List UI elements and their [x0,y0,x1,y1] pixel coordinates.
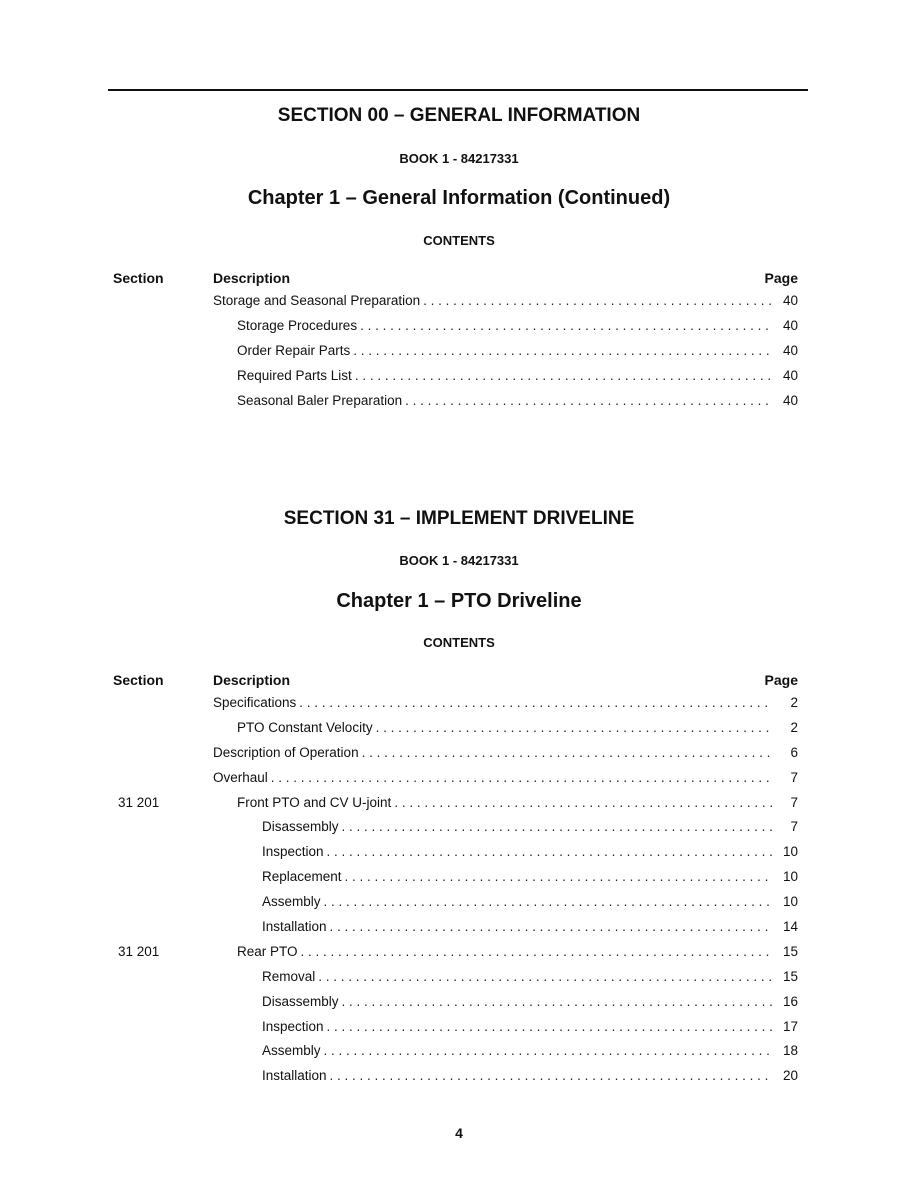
toc-entry-label: Installation [262,919,327,935]
toc-entry [0,941,918,966]
toc-entry-label: Description of Operation [213,744,359,760]
toc-entry-label: Assembly [262,894,321,910]
description-column-header: Description [213,270,291,286]
dot-leader [330,1068,772,1083]
toc-entry-line [262,969,798,984]
description-column-header: Description [213,672,291,688]
dot-leader [405,393,772,408]
contents-label: CONTENTS [423,635,495,650]
toc-entry-page: 15 [782,943,798,959]
toc-entry [0,792,918,817]
dot-leader [299,695,772,710]
toc-entry-label: Storage and Seasonal Preparation [213,293,421,308]
toc-entry [0,365,918,390]
dot-leader [327,1019,772,1034]
dot-leader [353,343,772,358]
toc-entry-line [213,293,798,308]
toc-entry [0,692,918,717]
toc-list [0,290,918,414]
toc-entry-page: 18 [782,1043,798,1059]
section-column-header: Section [113,270,164,286]
dot-leader [301,944,772,959]
dot-leader [423,293,772,308]
toc-entry-line [262,844,798,859]
toc-entry-line [237,318,798,333]
toc-entry-page: 17 [782,1018,798,1034]
toc-entry-page: 40 [782,342,798,358]
dot-leader [394,795,772,810]
toc-entry-label: Disassembly [262,993,339,1009]
dot-leader [330,919,772,934]
toc-entry-label: Assembly [262,1043,321,1059]
toc-entry-line [262,919,798,934]
contents-label: CONTENTS [423,233,495,248]
toc-entry-label: Removal [262,968,316,984]
toc-entry [0,290,918,315]
dot-leader [360,318,772,333]
toc-entry-line [213,695,798,710]
toc-entry-page: 40 [782,367,798,383]
toc-entry [0,866,918,891]
toc-entry-label: Installation [262,1068,327,1084]
toc-entry-page: 40 [782,392,798,408]
page-number: 4 [455,1125,463,1141]
toc-entry [0,816,918,841]
toc-entry-label: Storage Procedures [237,317,358,333]
toc-entry-line [262,994,798,1009]
toc-entry [0,891,918,916]
toc-entry [0,1065,918,1090]
dot-leader [342,819,772,834]
toc-entry [0,966,918,991]
dot-leader [327,844,772,859]
toc-entry-label: Order Repair Parts [237,342,351,358]
toc-entry-page: 7 [790,794,798,810]
toc-entry-line [237,368,798,383]
toc-entry-line [213,745,798,760]
toc-entry-label: Rear PTO [237,943,298,959]
dot-leader [342,994,772,1009]
dot-leader [324,894,772,909]
toc-entry-label: Seasonal Baler Preparation [237,392,403,408]
toc-entry-page: 7 [790,819,798,835]
toc-entry [0,390,918,415]
toc-entry-label: PTO Constant Velocity [237,719,373,735]
page-column-header: Page [764,672,798,688]
toc-entry-line [237,720,798,735]
toc-entry-label: Disassembly [262,819,339,835]
toc-entry [0,340,918,365]
toc-entry [0,991,918,1016]
dot-leader [271,770,772,785]
toc-entry-label: Specifications [213,695,297,710]
toc-entry-label: Overhaul [213,769,268,785]
toc-entry-page: 10 [782,844,798,860]
book-number: BOOK 1 - 84217331 [399,151,519,166]
toc-entry [0,767,918,792]
toc-entry-page: 16 [782,993,798,1009]
dot-leader [362,745,772,760]
section-column-header: Section [113,672,164,688]
toc-entry-line [237,343,798,358]
toc-entry-label: Replacement [262,869,342,885]
toc-entry [0,841,918,866]
chapter-title: Chapter 1 – General Information (Continued) [247,187,671,209]
toc-entry [0,742,918,767]
toc-entry [0,717,918,742]
toc-entry [0,916,918,941]
toc-entry-label: Inspection [262,1018,324,1034]
toc-entry-page: 10 [782,869,798,885]
toc-entry-line [262,1068,798,1083]
toc-entry-line [262,869,798,884]
dot-leader [345,869,772,884]
toc-entry-line [237,944,798,959]
toc-entry [0,1016,918,1041]
toc-entry-page: 14 [782,919,798,935]
toc-entry [0,1040,918,1065]
toc-entry-label: Required Parts List [237,367,352,383]
toc-entry-line [262,819,798,834]
toc-section-code: 31 201 [118,943,160,959]
toc-entry [0,315,918,340]
toc-entry-line [262,1019,798,1034]
toc-entry-page: 2 [790,695,798,710]
toc-section-code: 31 201 [118,794,160,810]
toc-entry-page: 40 [782,293,798,308]
page-column-header: Page [764,270,798,286]
section-title: SECTION 31 – IMPLEMENT DRIVELINE [283,508,635,529]
toc-entry-page: 20 [782,1068,798,1084]
toc-entry-page: 6 [790,744,798,760]
dot-leader [324,1043,772,1058]
dot-leader [376,720,772,735]
dot-leader [355,368,772,383]
toc-entry-page: 15 [782,968,798,984]
toc-entry-label: Front PTO and CV U-joint [237,794,392,810]
toc-entry-page: 2 [790,719,798,735]
toc-entry-label: Inspection [262,844,324,860]
toc-entry-page: 40 [782,317,798,333]
toc-entry-page: 7 [790,769,798,785]
toc-entry-page: 10 [782,894,798,910]
toc-entry-line [237,795,798,810]
toc-entry-line [213,770,798,785]
toc-entry-line [237,393,798,408]
book-number: BOOK 1 - 84217331 [399,553,519,568]
top-rule [108,89,808,91]
toc-entry-line [262,1043,798,1058]
section-title: SECTION 00 – GENERAL INFORMATION [277,105,641,126]
dot-leader [318,969,772,984]
chapter-title: Chapter 1 – PTO Driveline [336,590,582,612]
toc-entry-line [262,894,798,909]
toc-list [0,692,918,1090]
